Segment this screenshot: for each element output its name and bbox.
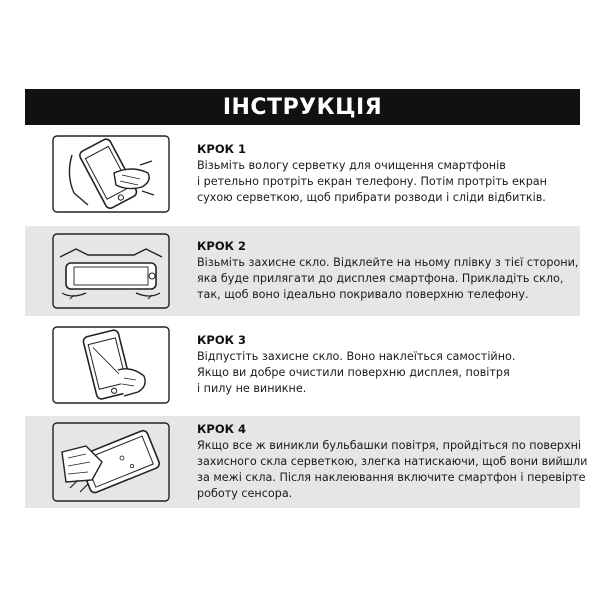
bubble-remove-icon (25, 416, 197, 508)
page-title: ІНСТРУКЦІЯ (222, 94, 383, 120)
step-2-title: КРОК 2 (197, 239, 247, 253)
step-4-text (197, 416, 593, 508)
glass-apply-icon (25, 226, 197, 316)
step-4-title: КРОК 4 (197, 422, 247, 436)
step-2-body (197, 255, 578, 303)
step-line: Візьміть вологу серветку для очищення смартфонів (197, 159, 506, 172)
step-3 (25, 325, 580, 405)
step-2-text (197, 226, 584, 316)
header-banner (25, 89, 580, 125)
step-1-text (197, 134, 580, 214)
step-2 (25, 226, 580, 316)
step-line: Відпустіть захисне скло. Воно наклеїться самостійно. (197, 350, 516, 363)
step-line: роботу сенсора. (197, 487, 293, 500)
step-line: захисного скла серветкою, злегка натискаючи, щоб вони вийшли (197, 455, 588, 468)
glass-release-icon (25, 325, 197, 405)
step-line: за межі скла. Після наклеювання включите смартфон і перевірте (197, 471, 586, 484)
step-3-text (197, 325, 580, 405)
phone-wipe-icon (25, 134, 197, 214)
step-3-title: КРОК 3 (197, 333, 247, 347)
step-4-body (197, 438, 587, 502)
step-line: Візьміть захисне скло. Відклейте на ньому плівку з тієї сторони, (197, 256, 579, 269)
step-line: Якщо ви добре очистили поверхню дисплея, повітря (197, 366, 510, 379)
step-1-body (197, 158, 574, 206)
step-line: сухою серветкою, щоб прибрати розводи і сліди відбитків. (197, 191, 546, 204)
step-line: так, щоб воно ідеально покривало поверхню телефону. (197, 288, 529, 301)
step-line: і ретельно протріть екран телефону. Потім протріть екран (197, 175, 547, 188)
step-1 (25, 134, 580, 214)
step-line: Якщо все ж виникли бульбашки повітря, пройдіться по поверхні (197, 439, 582, 452)
step-line: яка буде прилягати до дисплея смартфона. Прикладіть скло, (197, 272, 564, 285)
step-1-title: КРОК 1 (197, 142, 247, 156)
step-line: і пилу не виникне. (197, 382, 307, 395)
step-4 (25, 416, 588, 508)
step-3-body (197, 349, 574, 397)
